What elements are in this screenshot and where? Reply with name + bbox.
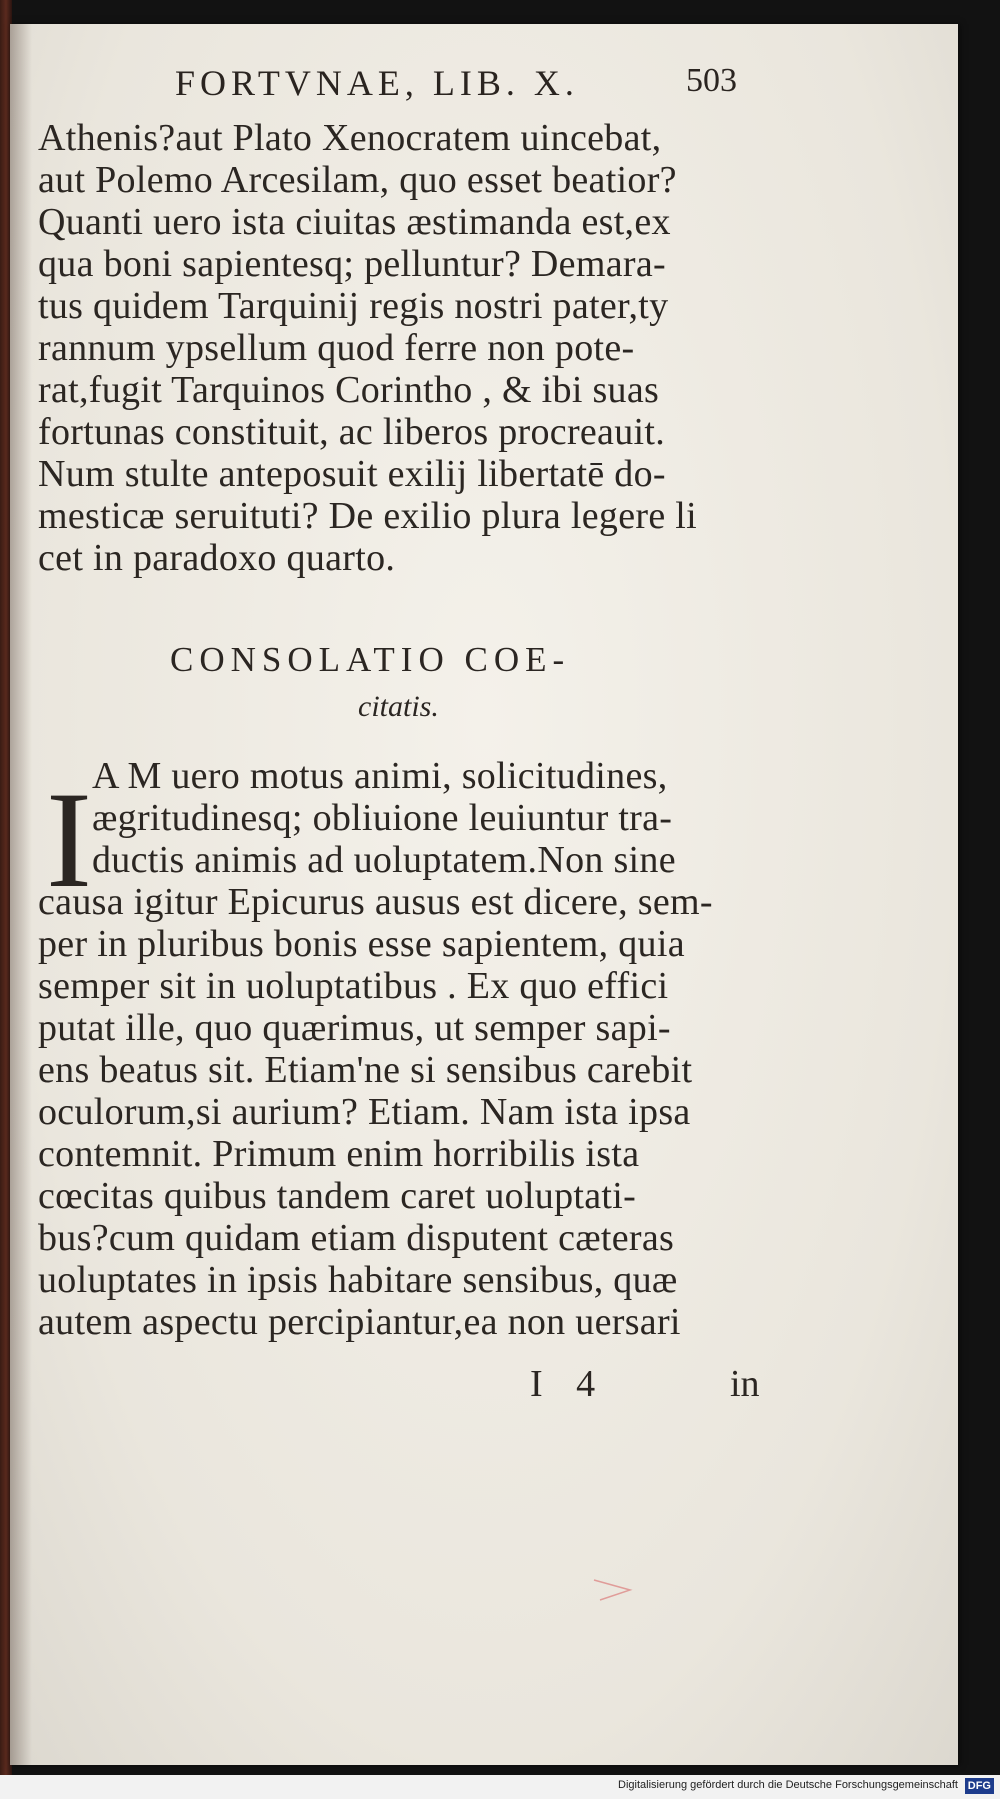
text-line: rannum ypsellum quod ferre non pote- <box>38 327 635 369</box>
text-line: contemnit. Primum enim horribilis ista <box>38 1133 640 1175</box>
text-line: causa igitur Epicurus ausus est dicere, sem- <box>38 881 713 923</box>
text-line: per in pluribus bonis esse sapientem, quia <box>38 923 685 965</box>
page-number: 503 <box>686 62 737 99</box>
book-page <box>10 24 958 1765</box>
text-line: cet in paradoxo quarto. <box>38 537 396 579</box>
signature-mark: I 4 <box>530 1363 608 1405</box>
text-line: qua boni sapientesq; pelluntur? Demara- <box>38 243 666 285</box>
text-line: rat,fugit Tarquinos Corintho , & ibi suas <box>38 369 660 411</box>
text-line: Quanti uero ista ciuitas æstimanda est,ex <box>38 201 671 243</box>
text-line: autem aspectu percipiantur,ea non uersari <box>38 1301 681 1343</box>
red-pencil-mark <box>590 1574 650 1604</box>
running-title: FORTVNAE, LIB. X. <box>175 63 579 103</box>
digitization-footer <box>0 1775 1000 1799</box>
text-line: ægritudinesq; obliuione leuiuntur tra- <box>92 797 673 839</box>
gutter-shadow <box>10 24 32 1765</box>
drop-capital: I <box>46 763 92 916</box>
catchword: in <box>730 1363 760 1405</box>
footer-credit: Digitalisierung gefördert durch die Deutsche Forschungsgemeinschaft <box>618 1779 958 1791</box>
text-line: ens beatus sit. Etiam'ne si sensibus carebit <box>38 1049 693 1091</box>
section-heading: CONSOLATIO COE- <box>170 640 571 679</box>
text-line: ductis animis ad uoluptatem.Non sine <box>92 839 676 881</box>
text-line: Athenis?aut Plato Xenocratem uincebat, <box>38 117 662 159</box>
text-line: tus quidem Tarquinij regis nostri pater,ty <box>38 285 669 327</box>
text-line: bus?cum quidam etiam disputent cæteras <box>38 1217 675 1259</box>
text-line: cœcitas quibus tandem caret uoluptati- <box>38 1175 637 1217</box>
running-head <box>10 62 958 112</box>
text-line: fortunas constituit, ac liberos procreauit. <box>38 411 666 453</box>
text-line: oculorum,si aurium? Etiam. Nam ista ipsa <box>38 1091 691 1133</box>
text-line: uoluptates in ipsis habitare sensibus, quæ <box>38 1259 678 1301</box>
section-heading-continuation: citatis. <box>358 690 439 723</box>
text-line: semper sit in uoluptatibus . Ex quo effici <box>38 965 669 1007</box>
dfg-logo: DFG <box>965 1778 994 1794</box>
text-line: Num stulte anteposuit exilij libertatē do- <box>38 453 666 495</box>
text-line: A M uero motus animi, solicitudines, <box>92 755 668 797</box>
text-line: putat ille, quo quærimus, ut semper sapi- <box>38 1007 671 1049</box>
text-line: mesticæ seruituti? De exilio plura legere li <box>38 495 697 537</box>
text-line: aut Polemo Arcesilam, quo esset beatior? <box>38 159 677 201</box>
